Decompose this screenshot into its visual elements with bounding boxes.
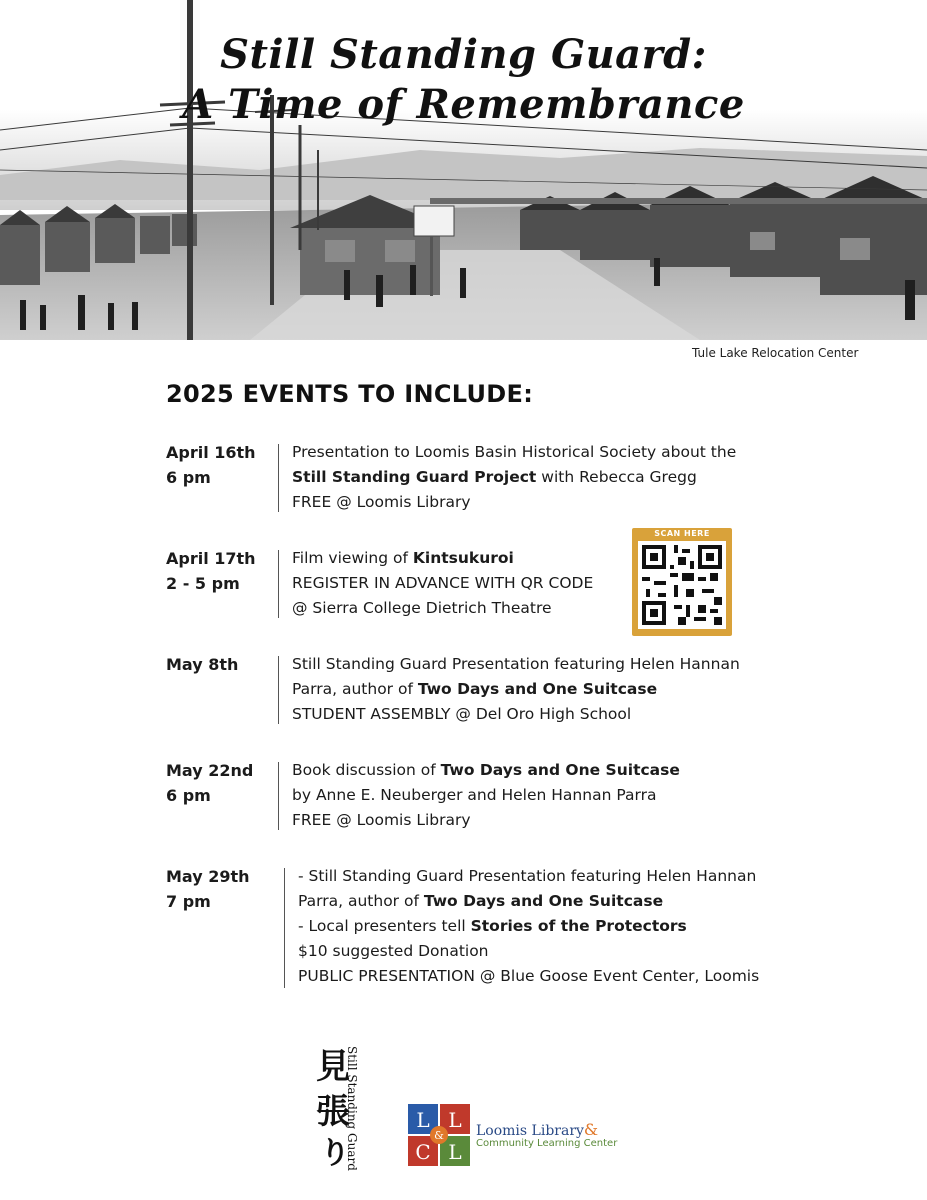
event-highlight: Two Days and One Suitcase: [423, 892, 664, 910]
event-line: Still Standing Guard Presentation featuring Helen Hannan: [292, 655, 740, 673]
event-line: REGISTER IN ADVANCE WITH QR CODE: [292, 574, 594, 592]
event-when: [166, 864, 276, 914]
still-standing-guard-logo: [296, 1038, 376, 1173]
event-description: [292, 652, 740, 727]
event-may-29: [166, 864, 826, 994]
event-date: May 29th: [166, 867, 250, 886]
event-line: Presentation to Loomis Basin Historical Society about the: [292, 443, 737, 461]
event-line: FREE @ Loomis Library: [292, 811, 471, 829]
ll-letter: L: [448, 1140, 462, 1164]
event-date: April 16th: [166, 443, 256, 462]
event-line: by Anne E. Neuberger and Helen Hannan Parra: [292, 786, 657, 804]
ll-amp: &: [583, 1120, 599, 1139]
event-highlight: Two Days and One Suitcase: [417, 680, 658, 698]
event-date: May 22nd: [166, 761, 254, 780]
event-divider: [278, 550, 279, 618]
ssg-kanji-2: 張: [316, 1092, 350, 1132]
event-text: - Local presenters tell: [298, 917, 471, 935]
ssg-logo-mark: [296, 1038, 376, 1173]
event-time: 7 pm: [166, 892, 211, 911]
event-description: [292, 440, 736, 515]
event-when: [166, 440, 276, 490]
event-line: STUDENT ASSEMBLY @ Del Oro High School: [292, 705, 632, 723]
page-title: [0, 30, 927, 130]
event-line: $10 suggested Donation: [298, 942, 489, 960]
qr-pattern-icon: [638, 540, 726, 630]
qr-code[interactable]: [632, 528, 732, 636]
event-when: [166, 652, 276, 677]
event-time: 6 pm: [166, 786, 211, 805]
event-highlight: Two Days and One Suitcase: [440, 761, 680, 779]
event-line: FREE @ Loomis Library: [292, 493, 471, 511]
event-line: [298, 889, 759, 914]
event-highlight: Still Standing Guard Project: [292, 468, 537, 486]
ll-letter: C: [415, 1140, 431, 1164]
event-line: @ Sierra College Dietrich Theatre: [292, 599, 552, 617]
event-text: Film viewing of: [292, 549, 413, 567]
event-divider: [278, 656, 279, 724]
ll-letter: &: [434, 1129, 444, 1142]
event-divider: [284, 868, 285, 988]
event-text: Parra, author of: [298, 892, 424, 910]
qr-label: SCAN HERE: [654, 529, 710, 538]
event-line: [292, 546, 593, 571]
event-description: [292, 758, 680, 833]
ll-name: Loomis Library: [476, 1123, 584, 1139]
ssg-kanji-1: 見: [316, 1047, 350, 1087]
ssg-kanji-3: り: [320, 1136, 350, 1171]
event-time: 2 - 5 pm: [166, 574, 240, 593]
ll-logo-name: [476, 1120, 598, 1139]
event-highlight: Kintsukuroi: [412, 549, 514, 567]
title-line-1: Still Standing Guard:: [220, 31, 707, 78]
ll-logo-subtitle: Community Learning Center: [476, 1138, 618, 1149]
event-may-22: [166, 758, 826, 838]
event-line: [298, 914, 759, 939]
event-when: [166, 546, 276, 596]
loomis-library-logo: [408, 1100, 648, 1170]
event-divider: [278, 762, 279, 830]
event-time: 6 pm: [166, 468, 211, 487]
ll-letter: L: [416, 1108, 430, 1132]
event-line: [292, 677, 740, 702]
event-highlight: Stories of the Protectors: [470, 917, 687, 935]
photo-caption: Tule Lake Relocation Center: [692, 346, 859, 360]
title-line-2: A Time of Remembrance: [182, 81, 745, 128]
event-when: [166, 758, 276, 808]
events-heading: 2025 EVENTS TO INCLUDE:: [166, 380, 534, 408]
hero-photo: [0, 0, 927, 340]
event-text: Book discussion of: [292, 761, 441, 779]
ll-logo-mark: [408, 1104, 470, 1166]
event-description: [298, 864, 759, 989]
event-line: PUBLIC PRESENTATION @ Blue Goose Event Center, Loomis: [298, 967, 760, 985]
event-line: [292, 465, 736, 490]
event-date: May 8th: [166, 655, 239, 674]
event-text: with Rebecca Gregg: [536, 468, 697, 486]
event-text: Parra, author of: [292, 680, 418, 698]
event-may-8: [166, 652, 826, 732]
event-line: [292, 758, 680, 783]
ssg-logo-text: Still Standing Guard: [345, 1046, 359, 1171]
event-description: [292, 546, 593, 621]
event-april-16: [166, 440, 826, 520]
event-divider: [278, 444, 279, 512]
event-line: - Still Standing Guard Presentation featuring Helen Hannan: [298, 867, 757, 885]
event-date: April 17th: [166, 549, 256, 568]
ll-letter: L: [448, 1108, 462, 1132]
